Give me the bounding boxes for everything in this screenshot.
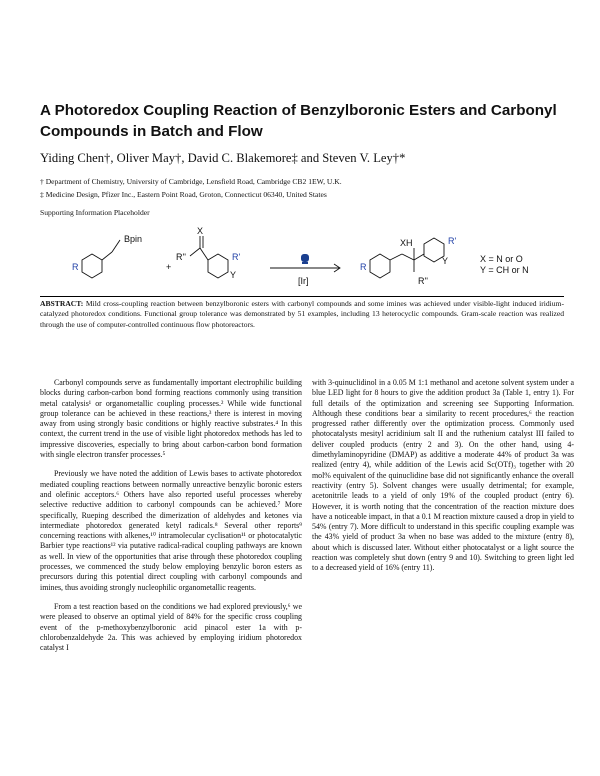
plus-sign: +	[166, 262, 172, 272]
product-y-label: Y	[442, 256, 449, 266]
body-column-right	[312, 378, 574, 583]
abstract-label: ABSTRACT:	[40, 299, 84, 308]
body-paragraph: with 3-quinuclidinol in a 0.05 M 1:1 methanol and acetone solvent system under a blue LED light for 8 hours to give the addition product 3a (Table 1, entry 1). For full details of the optimization and screening see Supporting Information. Although these conditions bear a similarity to recent procedures,⁶ the reaction progressed rather differently over the optimization process. Commonly used photocatalysts mesityl acridinium salt II and the ruthenium catalyst III failed to deliver coupled products (entry 2 and 3). On the other hand, using 4-dimethylaminopyridine (DMAP) as additive a moderate 44% of product 3a was realized (entry 4), while addition of the Lewis acid Sc(OTf)₃ together with 20 mol% equivalent of the quinuclidine base did not significantly enhance the overall reactivity (entry 5). Solvent changes were usually detrimental; for example, acetonitrile leads to a yield of only 19% of the coupled product (entry 6). However, it is worth noting that the concentration of the reaction mixture does have a noticeable impact, in that a 0.1 M reaction mixture caused a drop in yield to 54% (entry 7). More difficult to understand in this specific coupling example was the 43% yield of product 3a when no base was added to the mixture (entry 8), about which is discussed later. Without either photocatalyst or a light source the reaction was completely shut down (entry 9 and 10). Switching to green light led to a decreased yield of 16% (entry 11).	[312, 378, 574, 573]
reactant2-x-label: X	[197, 226, 204, 236]
body-column-left	[40, 378, 302, 662]
benzene-ring-reactant1	[82, 254, 102, 278]
reaction-scheme	[40, 222, 580, 294]
author-list: Yiding Chen†, Oliver May†, David C. Blakemore‡ and Steven V. Ley†*	[40, 151, 406, 165]
product-r-label: R	[360, 262, 367, 272]
product-xh-label: XH	[400, 238, 413, 248]
abstract-text: Mild cross-coupling reaction between benzylboronic esters with carbonyl compounds and some imines was achieved under visible-light induced iridium-catalyzed photoredox conditions. Functional group tolerance was demonstrated by 51 examples, including 13 heterocyclic compounds. Gram-scale reaction was realized through the use of computer-controlled continuous flow photoreactors.	[40, 299, 564, 329]
heteroaryl-ring-product	[424, 238, 444, 262]
reactant1-r-label: R	[72, 262, 79, 272]
product-r1-label: R'	[448, 236, 457, 246]
reactant2-y-label: Y	[230, 270, 237, 280]
reactant1-bpin-label: Bpin	[124, 234, 143, 244]
affiliation-pfizer: ‡ Medicine Design, Pfizer Inc., Eastern Point Road, Groton, Connecticut 06340, United States	[40, 190, 327, 199]
abstract	[40, 296, 564, 330]
reactant2-r1-label: R'	[232, 252, 241, 262]
body-paragraph: Previously we have noted the addition of Lewis bases to activate photoredox mediated coupling reactions between normally unreactive benzylic boronic esters and olefinic acceptors.⁶ Others have also reported useful processes whereby selective reductive addition to carbonyl compounds can be achieved.⁷ More specifically, Rueping described the dimerization of aldehydes and ketones via intermediate photoredox generated ketyl radicals.⁸ Several other reports⁹ concerning reactions with alkenes,¹⁰ intramolecular cyclisation¹¹ or photocatalytic Barbier type reactions¹² via putative radical-radical coupling pathways are known as well. In view of the opportunities that arise through these photoredox coupling processes, we commenced the study below employing benzylic boron esters as precursors during this potential direct coupling with carbonyl compounds and imines, thus avoiding strongly nucleophilic organometallic reagents.	[40, 469, 302, 592]
reactant2-r2-label: R''	[176, 252, 186, 262]
blue-light-icon	[301, 254, 309, 264]
scheme-legend-x: X = N or O	[480, 254, 523, 264]
catalyst-label: [Ir]	[298, 276, 309, 286]
benzene-ring-product	[370, 254, 390, 278]
body-paragraph: Carbonyl compounds serve as fundamentally important electrophilic building blocks during carbon-carbon bond forming reactions commonly using transition metal catalysis¹ or organometallic coupling processes.² While wide functional group tolerance can be achieved in these reactions,³ there is interest in moving away from using strongly basic conditions or highly reactive substrates.⁴ In this context, the current trend in the use of visible light photoredox methods has led to impressive discoveries, especially to bring about carbon-carbon bond formation with single electron transfer processes.⁵	[40, 378, 302, 460]
heteroaryl-ring-reactant2	[208, 254, 228, 278]
scheme-legend-y: Y = CH or N	[480, 265, 529, 275]
affiliation-cambridge: † Department of Chemistry, University of Cambridge, Lensfield Road, Cambridge CB2 1EW, U.K.	[40, 177, 342, 186]
product-r2-label: R''	[418, 276, 428, 286]
supporting-info-placeholder: Supporting Information Placeholder	[40, 208, 150, 217]
body-paragraph: From a test reaction based on the conditions we had explored previously,⁶ we were pleased to observe an optimal yield of 84% for the specific cross coupling event of the p-methoxybenzylboronic acid pinacol ester 1a with p-chlorobenzaldehyde 2a. This was achieved by employing iridium photoredox catalyst I	[40, 601, 302, 653]
paper-title: A Photoredox Coupling Reaction of Benzylboronic Esters and Carbonyl Compounds in Batch and Flow	[40, 102, 557, 140]
